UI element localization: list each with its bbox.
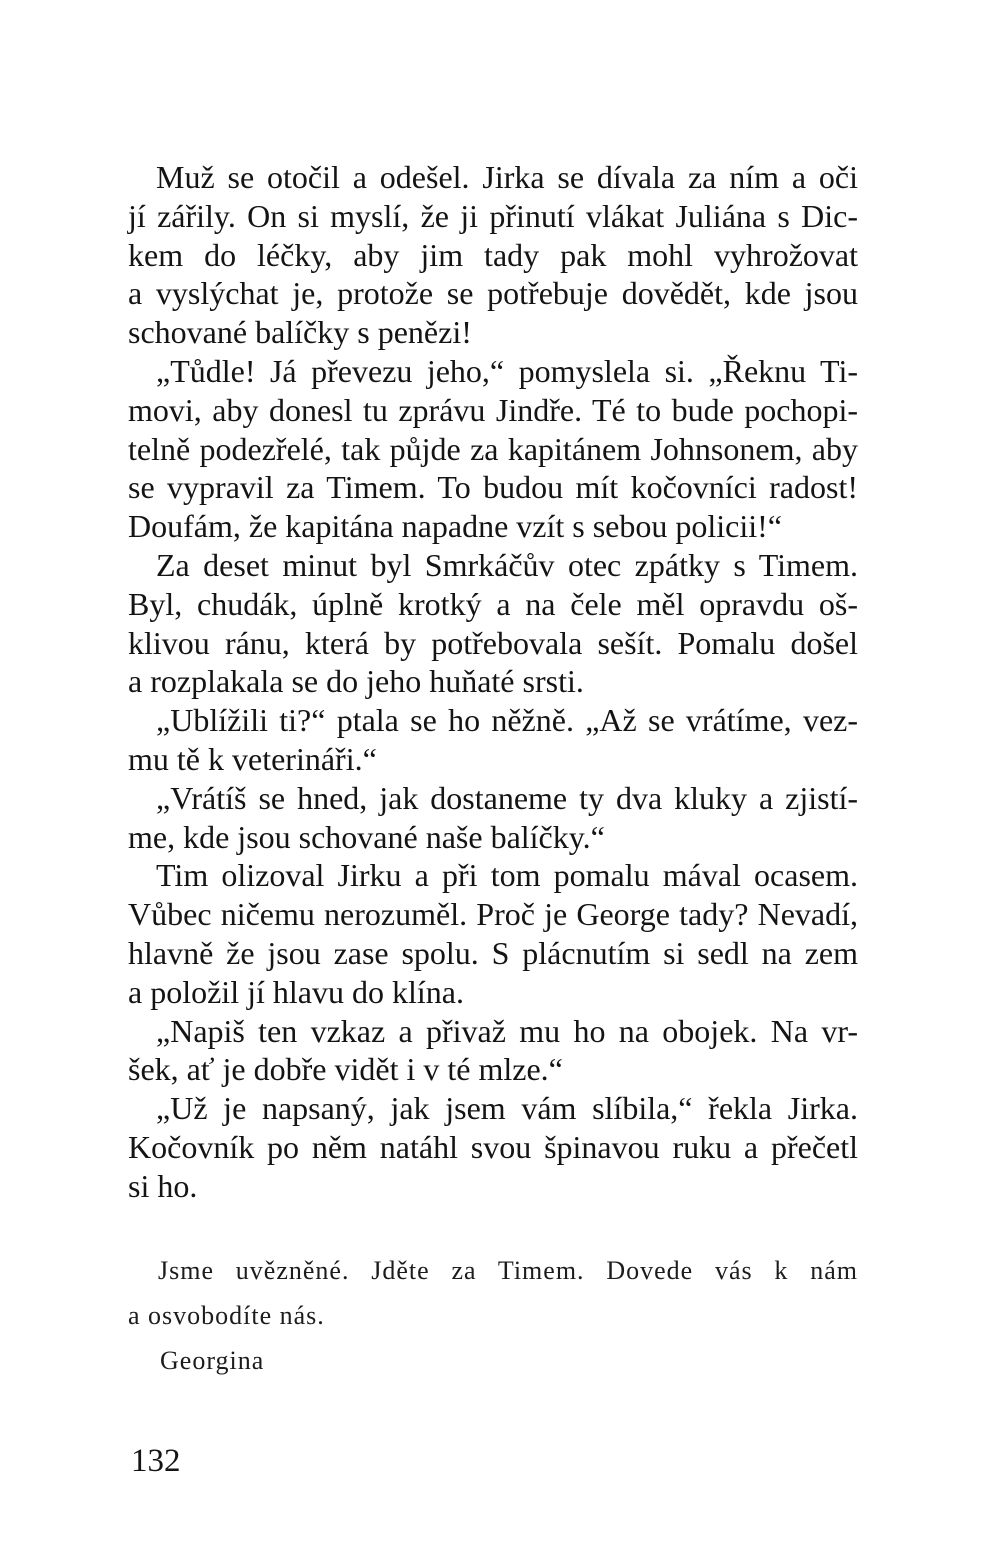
text-line: hlavně že jsou zase spolu. S plácnutím si sedl na zem [128,934,858,971]
text-line: jí zářily. On si myslí, že ji přinutí vlákat Juliána s Dic- [128,197,858,234]
text-line: šek, ať je dobře vidět i v té mlze.“ [128,1051,563,1088]
text-line: schované balíčky s penězi! [128,314,472,351]
text-line: a rozplakala se do jeho huňaté srsti. [128,663,584,700]
text-line: „Tůdle! Já převezu jeho,“ pomyslela si. „Řeknu Ti- [156,352,858,389]
text-block [128,158,858,1383]
text-line: telně podezřelé, tak půjde za kapitánem Johnsonem, aby [128,430,858,467]
text-line: me, kde jsou schované naše balíčky.“ [128,818,605,855]
text-line: Doufám, že kapitána napadne vzít s sebou policii!“ [128,508,782,545]
text-line: Kočovník po něm natáhl svou špinavou ruku a přečetl [128,1128,858,1165]
text-line: Muž se otočil a odešel. Jirka se dívala za ním a oči [156,159,858,195]
text-line: a položil jí hlavu do klína. [128,973,464,1010]
page-number: 132 [131,1443,181,1479]
note-line: Jsme uvězněné. Jděte za Timem. Dovede vás k nám [158,1255,858,1285]
handwritten-note [128,1248,858,1383]
text-line: „Už je napsaný, jak jsem vám slíbila,“ řekla Jirka. [156,1090,858,1127]
text-line: a vyslýchat je, protože se potřebuje dovědět, kde jsou [128,275,858,312]
note-lines [128,1248,858,1338]
text-line: Za deset minut byl Smrkáčův otec zpátky s Timem. [156,546,858,583]
text-line: si ho. [128,1167,198,1204]
text-line: movi, aby donesl tu zprávu Jindře. Té to bude pochopi- [128,391,858,428]
text-line: Vůbec ničemu nerozuměl. Proč je George tady? Nevadí, [128,896,858,933]
text-line: klivou ránu, která by potřebovala sešít. Pomalu došel [128,624,858,661]
text-line: Tim olizoval Jirku a při tom pomalu mával ocasem. [156,857,858,894]
text-line: „Ublížili ti?“ ptala se ho něžně. „Až se vrátíme, vez- [156,702,858,739]
text-line: mu tě k veterináři.“ [128,740,377,777]
note-signature: Georgina [160,1345,265,1375]
text-line: kem do léčky, aby jim tady pak mohl vyhrožovat [128,236,858,273]
text-line: se vypravil za Timem. To budou mít kočovníci radost! [128,469,858,506]
text-line: „Napiš ten vzkaz a přivaž mu ho na obojek. Na vr- [156,1012,858,1049]
text-line: „Vrátíš se hned, jak dostaneme ty dva kluky a zjistí- [156,779,858,816]
text-line: Byl, chudák, úplně krotký a na čele měl opravdu oš- [128,585,858,622]
note-line: a osvobodíte nás. [128,1300,325,1330]
